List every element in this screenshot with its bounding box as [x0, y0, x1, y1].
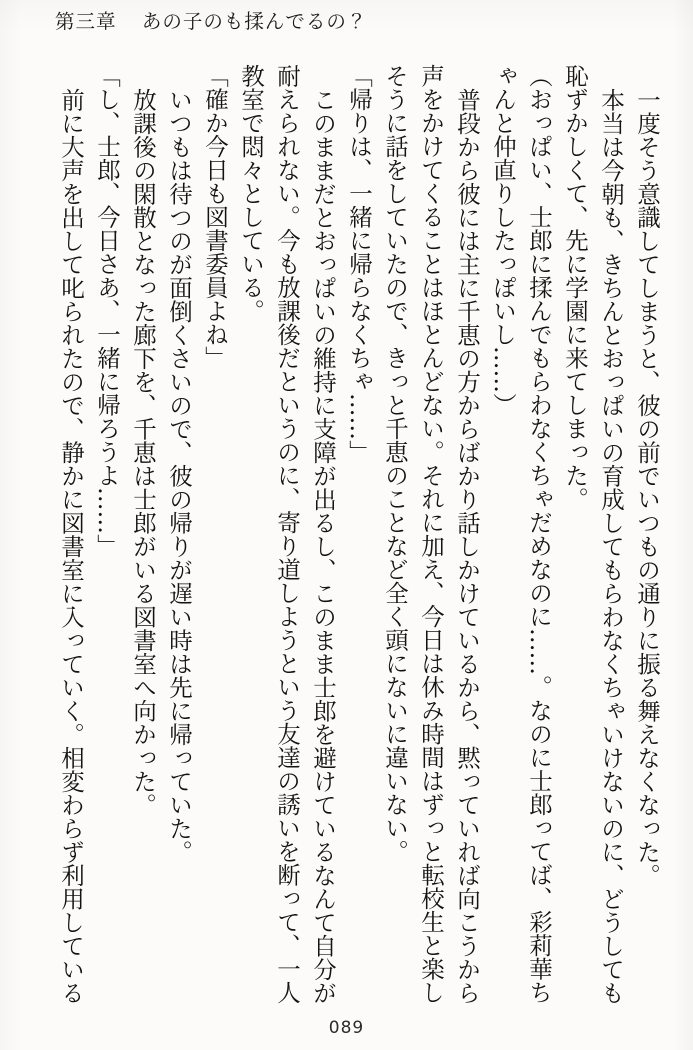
paragraph: 本当は今朝も、きちんとおっぱいの育成してもらわなくちゃいけないのに、どうしても恥ずかしくて、先に学園に来てしまった。	[561, 64, 625, 1004]
paragraph: 「確か今日も図書委員よね」	[201, 64, 229, 370]
paragraph: いつもは待つのが面倒くさいので、彼の帰りが遅い時は先に帰っていた。	[165, 87, 193, 863]
body-text	[53, 64, 665, 1004]
paragraph: 前に大声を出して叱られたので、静かに図書室に入っていく。相変わらず利用している	[57, 87, 85, 1004]
running-head	[55, 6, 367, 34]
chapter-label: 第三章	[55, 10, 117, 33]
paragraph: 放課後の閑散となった廊下を、千恵は士郎がいる図書室へ向かった。	[129, 87, 157, 816]
page-number: 089	[328, 1018, 365, 1038]
paragraph: 一度そう意識してしまうと、彼の前でいつもの通りに振る舞えなくなった。	[633, 87, 661, 887]
paragraph: このままだとおっぱいの維持に支障が出るし、このまま士郎を避けているなんて自分が耐えられない。今も放課後だというのに、寄り道しようという友達の誘いを断って、一人教室で悶々としている。	[237, 64, 337, 1004]
paragraph: 普段から彼には主に千恵の方からばかり話しかけているから、黙っていれば向こうから声をかけてくることはほとんどない。それに加え、今日は休み時間はずっと転校生と楽しそうに話をしていたので、きっと千恵のことなど全く頭にないに違いない。	[381, 64, 481, 1004]
paragraph: 「帰りは、一緒に帰らなくちゃ……」	[345, 64, 373, 464]
chapter-title: あの子のも揉んでるの？	[141, 10, 368, 33]
paragraph: （おっぱい、士郎に揉んでもらわなくちゃだめなのに……。なのに士郎ってば、彩莉華ちゃんと仲直りしたっぽいし……）	[489, 64, 553, 1004]
paragraph: 「し、士郎、今日さあ、一緒に帰ろうよ……」	[93, 64, 121, 558]
